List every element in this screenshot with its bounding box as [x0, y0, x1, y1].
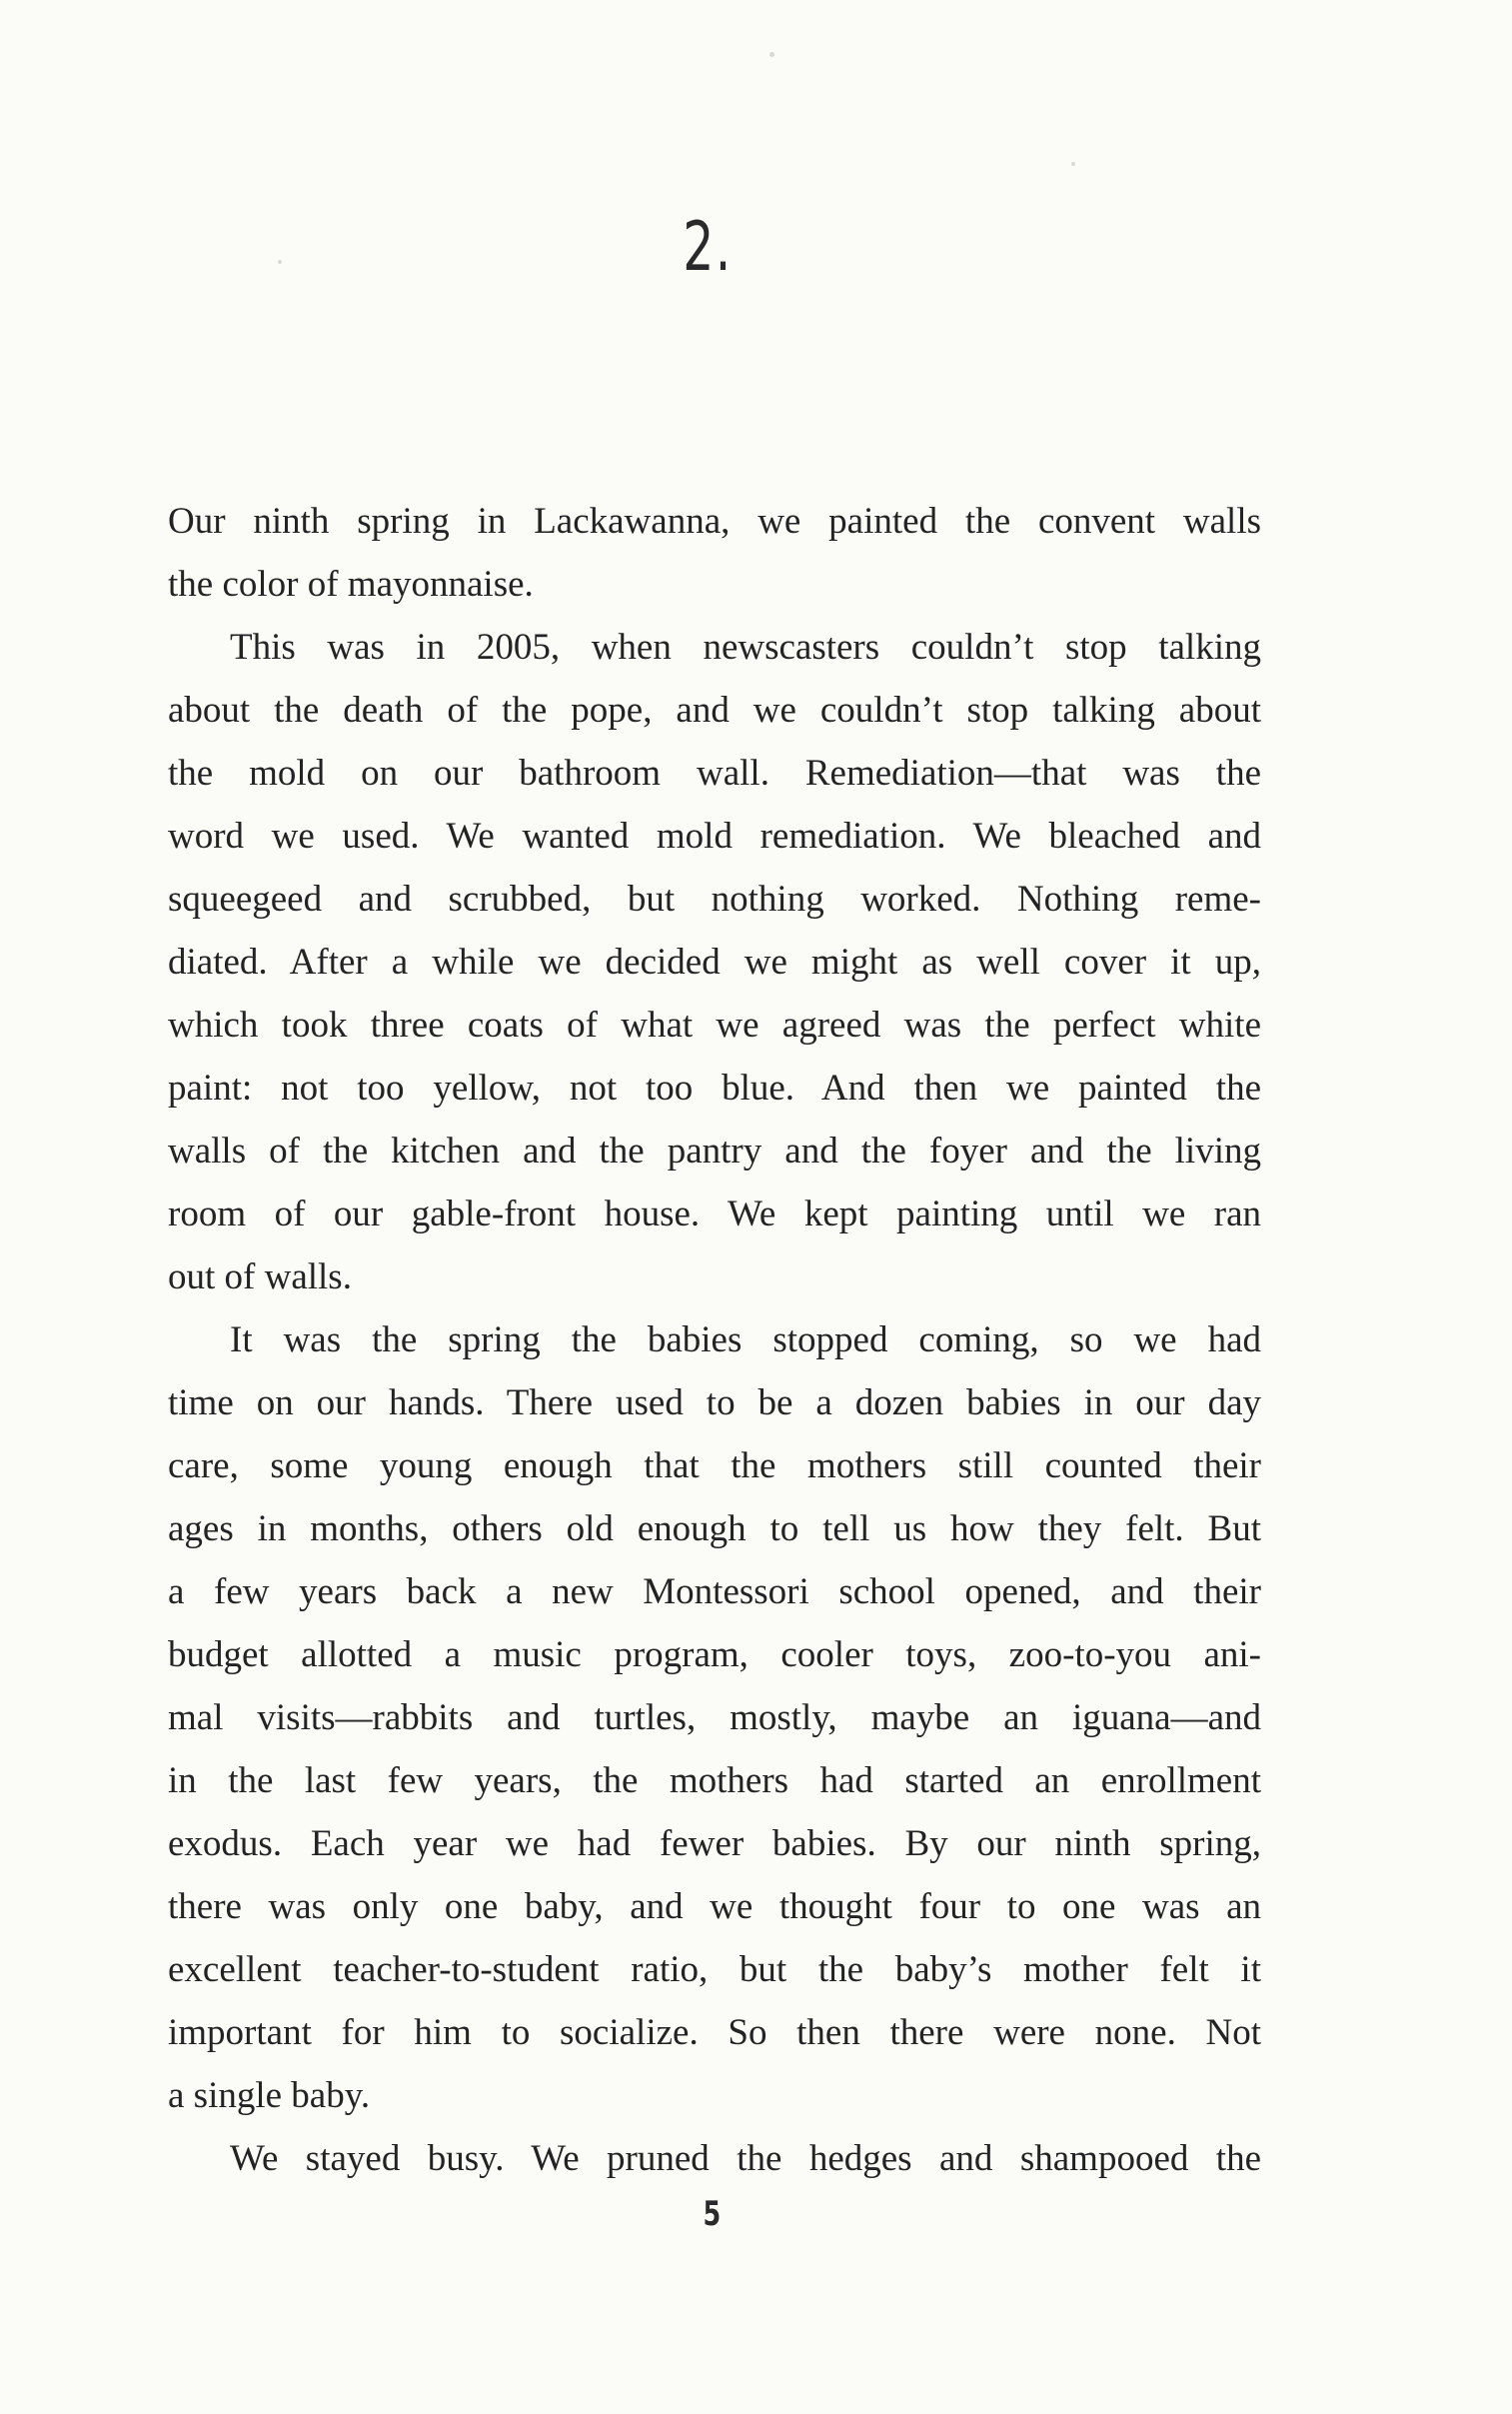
text-line: We stayed busy. We pruned the hedges and shampooed the — [230, 2138, 1261, 2179]
text-line: Our ninth spring in Lackawanna, we painted the convent walls — [168, 501, 1261, 542]
text-line: mal visits—rabbits and turtles, mostly, maybe an iguana—and — [168, 1697, 1261, 1738]
text-line: budget allotted a music program, cooler toys, zoo-to-you ani- — [168, 1634, 1261, 1675]
paper-speck — [769, 52, 774, 57]
text-line: time on our hands. There used to be a dozen babies in our day — [168, 1382, 1261, 1423]
text-line: walls of the kitchen and the pantry and the foyer and the living — [168, 1131, 1261, 1172]
text-line: squeegeed and scrubbed, but nothing worked. Nothing reme- — [168, 879, 1261, 920]
paper-speck — [1071, 162, 1075, 166]
page-number: 5 — [703, 2194, 722, 2234]
text-line: which took three coats of what we agreed was the perfect white — [168, 1005, 1261, 1046]
text-line: diated. After a while we decided we might as well cover it up, — [168, 942, 1261, 983]
text-line: the color of mayonnaise. — [168, 564, 534, 605]
text-line: word we used. We wanted mold remediation. We bleached and — [168, 816, 1261, 857]
text-line: important for him to socialize. So then there were none. Not — [168, 2012, 1261, 2053]
chapter-body-text — [168, 490, 1261, 2190]
text-line: room of our gable-front house. We kept painting until we ran — [168, 1194, 1261, 1234]
text-line: about the death of the pope, and we couldn’t stop talking about — [168, 690, 1261, 731]
text-line: excellent teacher-to-student ratio, but the baby’s mother felt it — [168, 1949, 1261, 1990]
chapter-number: 2. — [683, 208, 733, 287]
text-line: paint: not too yellow, not too blue. And then we painted the — [168, 1068, 1261, 1109]
text-line: This was in 2005, when newscasters couldn’t stop talking — [230, 627, 1261, 668]
text-line: a single baby. — [168, 2075, 371, 2116]
text-line: exodus. Each year we had fewer babies. By our ninth spring, — [168, 1823, 1261, 1864]
text-line: care, some young enough that the mothers still counted their — [168, 1445, 1261, 1486]
text-line: out of walls. — [168, 1256, 352, 1297]
text-line: a few years back a new Montessori school opened, and their — [168, 1571, 1261, 1612]
text-line: in the last few years, the mothers had started an enrollment — [168, 1760, 1261, 1801]
text-line: ages in months, others old enough to tell us how they felt. But — [168, 1508, 1261, 1549]
text-line: there was only one baby, and we thought four to one was an — [168, 1886, 1261, 1927]
text-line: the mold on our bathroom wall. Remediation—that was the — [168, 753, 1261, 794]
text-line: It was the spring the babies stopped coming, so we had — [230, 1319, 1261, 1360]
